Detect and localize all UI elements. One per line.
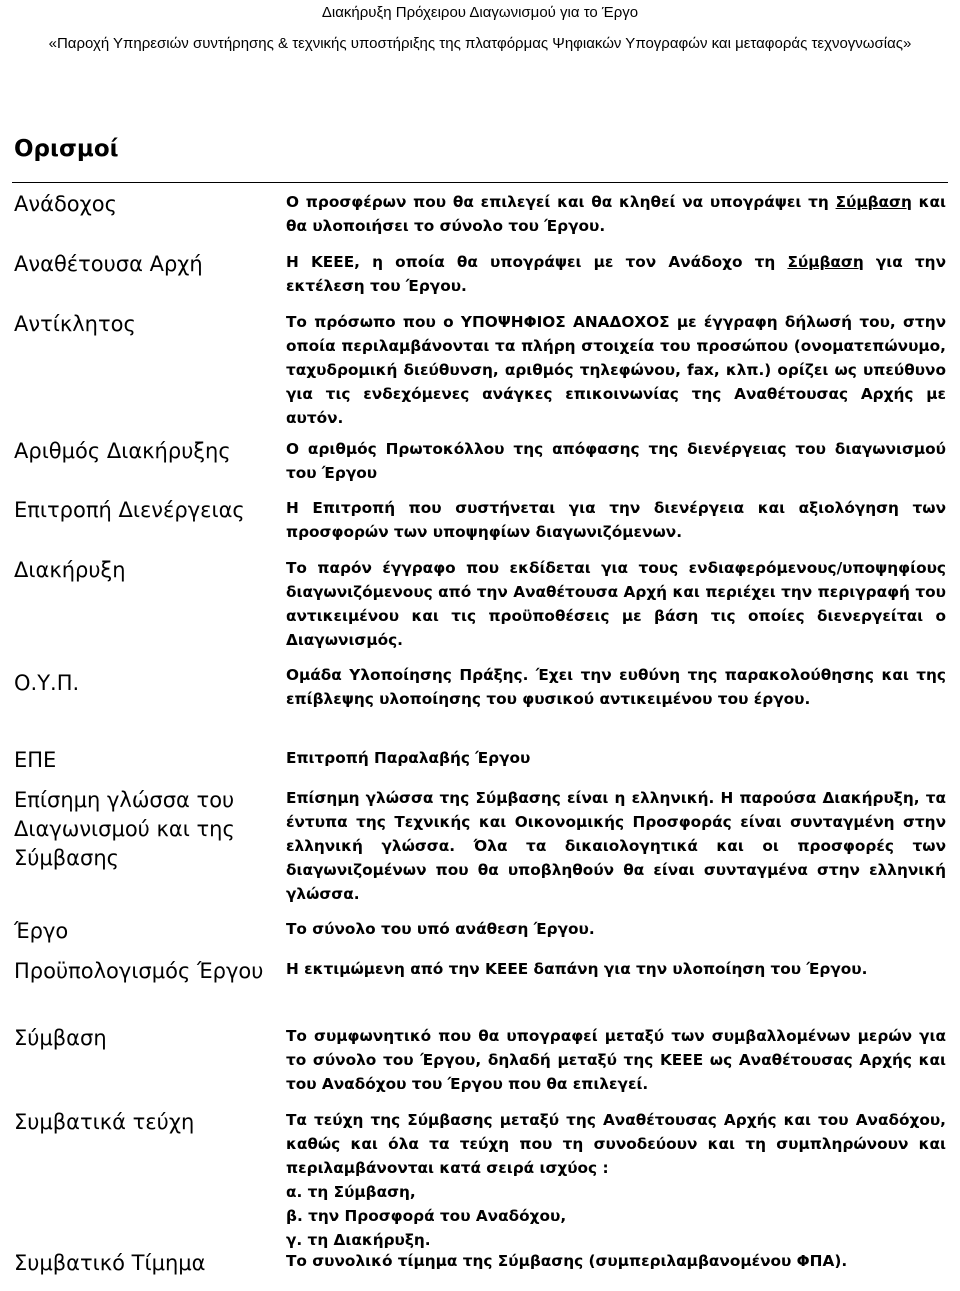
document-header-title: Διακήρυξη Πρόχειρου Διαγωνισμού για το Έργο <box>321 4 639 21</box>
definition-paragraph <box>286 957 946 981</box>
definition-fragment: Ο προσφέρων που θα επιλεγεί και θα κληθεί να υπογράψει τη <box>286 193 836 211</box>
definition-paragraph <box>286 917 946 941</box>
definition-text <box>286 663 946 711</box>
definition-list-item: β. την Προσφορά του Αναδόχου, <box>286 1207 567 1225</box>
definition-term: Έργο <box>14 919 69 943</box>
definition-text <box>286 917 946 941</box>
document-header-subtitle: «Παροχή Υπηρεσιών συντήρησης & τεχνικής υποστήριξης της πλατφόρμας Ψηφιακών Υπογραφών και μεταφοράς τεχνογνωσίας» <box>48 35 912 52</box>
definition-term: Συμβατικό Τίμημα <box>14 1251 206 1275</box>
definition-fragment: Η Επιτροπή που συστήνεται για την διενέργεια και αξιολόγηση των προσφορών των υποψηφίων διαγωνιζόμενων. <box>286 499 946 541</box>
definition-text <box>286 556 946 652</box>
section-title: Ορισμοί <box>14 136 119 162</box>
definition-fragment: Επιτροπή Παραλαβής Έργου <box>286 749 531 767</box>
definition-term: Επιτροπή Διενέργειας <box>14 498 245 522</box>
definition-term: Αναθέτουσα Αρχή <box>14 252 203 276</box>
definition-fragment: Τα τεύχη της Σύμβασης μεταξύ της Αναθέτουσας Αρχής και του Αναδόχου, καθώς και όλα τα τεύχη που τη συνοδεύουν και τη συμπληρώνουν και περιλαμβάνονται κατά σειρά ισχύος : <box>286 1111 946 1177</box>
definition-text <box>286 250 946 298</box>
definition-paragraph <box>286 1108 946 1180</box>
definition-term: ΕΠΕ <box>14 748 57 772</box>
definition-term: Σύμβαση <box>14 1026 107 1050</box>
definition-term: Συμβατικά τεύχη <box>14 1110 195 1134</box>
definition-fragment: Το συμφωνητικό που θα υπογραφεί μεταξύ των συμβαλλομένων μερών για το σύνολο του Έργου, δηλαδή μεταξύ της ΚΕΕΕ ως Αναθέτουσας Αρχής και του Αναδόχου του Έργου που θα επιλεγεί. <box>286 1027 946 1093</box>
definition-paragraph <box>286 250 946 298</box>
definition-fragment: Το πρόσωπο που ο ΥΠΟΨΗΦΙΟΣ ΑΝΑΔΟΧΟΣ με έγγραφη δήλωσή του, στην οποία περιλαμβάνονται τα πλήρη στοιχεία του προσώπου (ονοματεπώνυμο, ταχυδρομική διεύθυνση, αριθμός τηλεφώνου, fax, κλπ.) ορίζει ως υπεύθυνο για τις ενδεχόμενες ανάγκες επικοινωνίας της Αναθέτουσας Αρχής με αυτόν. <box>286 313 946 427</box>
definition-term: Επίσημη γλώσσα του Διαγωνισμού και της Σύμβασης <box>14 788 235 870</box>
definition-fragment: Η ΚΕΕΕ, η οποία θα υπογράψει με τον Ανάδοχο τη <box>286 253 788 271</box>
definition-paragraph <box>286 786 946 906</box>
definition-term: Ο.Υ.Π. <box>14 671 80 695</box>
underlined-term: Σύμβαση <box>835 193 912 211</box>
definition-term: Αντίκλητος <box>14 312 136 336</box>
definition-term: Ανάδοχος <box>14 192 117 216</box>
definition-term: Αριθμός Διακήρυξης <box>14 439 231 463</box>
definition-paragraph <box>286 556 946 652</box>
definition-text <box>286 1024 946 1096</box>
definition-fragment: Ο αριθμός Πρωτοκόλλου της απόφασης της διενέργειας του διαγωνισμού του Έργου <box>286 440 946 482</box>
definition-paragraph <box>286 663 946 711</box>
table-top-rule <box>12 182 948 183</box>
definition-fragment: Το σύνολο του υπό ανάθεση Έργου. <box>286 920 595 938</box>
definition-term: Προϋπολογισμός Έργου <box>14 959 264 983</box>
definition-paragraph <box>286 1024 946 1096</box>
definition-text <box>286 957 946 981</box>
definition-paragraph <box>286 746 946 770</box>
definition-term: Διακήρυξη <box>14 558 126 582</box>
definition-text <box>286 310 946 430</box>
definition-fragment: Το συνολικό τίμημα της Σύμβασης (συμπεριλαμβανομένου ΦΠΑ). <box>286 1252 848 1270</box>
definition-paragraph <box>286 190 946 238</box>
definition-paragraph <box>286 310 946 430</box>
definition-text <box>286 1249 946 1273</box>
definition-text <box>286 437 946 485</box>
underlined-term: Σύμβαση <box>787 253 864 271</box>
definition-paragraph <box>286 496 946 544</box>
definition-list-item: α. τη Σύμβαση, <box>286 1183 416 1201</box>
definition-fragment: Το παρόν έγγραφο που εκδίδεται για τους ενδιαφερόμενους/υποψηφίους διαγωνιζόμενους από την Αναθέτουσα Αρχή και περιέχει την περιγραφή του αντικειμένου και τις προϋποθέσεις με βάση τις οποίες διενεργείται ο Διαγωνισμός. <box>286 559 946 649</box>
definition-fragment: Ομάδα Υλοποίησης Πράξης. Έχει την ευθύνη της παρακολούθησης και της επίβλεψης υλοποίησης του φυσικού αντικειμένου του έργου. <box>286 666 946 708</box>
definition-fragment: για την εκτέλεση του Έργου. <box>286 253 946 295</box>
definition-paragraph <box>286 1249 946 1273</box>
definition-fragment: Η εκτιμώμενη από την ΚΕΕΕ δαπάνη για την υλοποίηση του Έργου. <box>286 960 868 978</box>
definition-list-item: γ. τη Διακήρυξη. <box>286 1231 431 1249</box>
definition-paragraph <box>286 437 946 485</box>
definition-text <box>286 1108 946 1252</box>
definition-text <box>286 190 946 238</box>
definition-fragment: Επίσημη γλώσσα της Σύμβασης είναι η ελληνική. Η παρούσα Διακήρυξη, τα έντυπα της Τεχνικής και Οικονομικής Προσφοράς είναι συνταγμένη στην ελληνική γλώσσα. Όλα τα δικαιολογητικά και οι προσφορές των διαγωνιζομένων που θα υποβληθούν θα είναι συνταγμένα στην ελληνική γλώσσα. <box>286 789 946 903</box>
definition-text <box>286 746 946 770</box>
definition-fragment: και θα υλοποιήσει το σύνολο του Έργου. <box>286 193 946 235</box>
definition-text <box>286 496 946 544</box>
definition-text <box>286 786 946 906</box>
